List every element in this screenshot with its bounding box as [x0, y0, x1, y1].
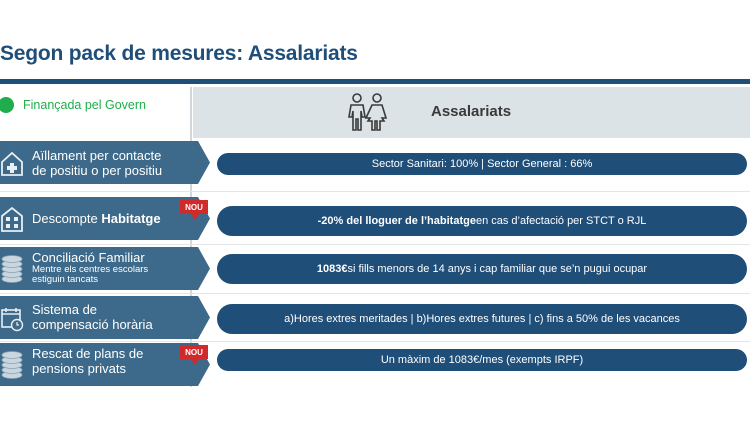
- coins-icon: [0, 350, 24, 380]
- column-header: [193, 87, 750, 138]
- row-label-rescat: [0, 343, 210, 386]
- row-value-compensacio: a)Hores extres meritades | b)Hores extres futures | c) fins a 50% de les vacances: [217, 304, 747, 334]
- row-label-line2: pensions privats: [32, 361, 126, 376]
- coins-icon: [0, 254, 24, 284]
- row-label-line1: Conciliació Familiar: [32, 250, 145, 265]
- row-divider: [0, 341, 750, 342]
- row-value-rescat: Un màxim de 1083€/mes (exempts IRPF): [217, 349, 747, 371]
- new-badge: NOU: [180, 345, 208, 359]
- page-title: Segon pack de mesures: Assalariats: [0, 42, 358, 65]
- row-label-line1: Sistema de: [32, 302, 98, 317]
- row-divider: [0, 191, 750, 192]
- row-label-plain: Descompte: [32, 211, 102, 226]
- row-label-conciliacio: [0, 247, 210, 290]
- house-plus-icon: [0, 148, 24, 178]
- row-value-rest: en cas d’afectació per STCT o RJL: [475, 215, 647, 227]
- row-label-habitatge: [0, 197, 210, 240]
- row-divider: [0, 293, 750, 294]
- row-value-bold: 1083€: [316, 263, 348, 275]
- people-icon: [345, 92, 391, 132]
- green-dot-icon: [0, 97, 14, 113]
- row-label-line2: de positiu o per positiu: [32, 163, 163, 178]
- new-badge: NOU: [180, 200, 208, 214]
- row-label-line1: Rescat de plans de: [32, 346, 144, 361]
- legend: [0, 93, 146, 117]
- legend-label: Finançada pel Govern: [23, 98, 146, 112]
- row-value-rest: si fills menors de 14 anys i cap familiar que se’n pugui ocupar: [347, 263, 648, 275]
- row-value-conciliacio: [217, 254, 747, 284]
- row-label-aillament: [0, 141, 210, 184]
- row-label-bold: Habitatge: [101, 211, 161, 226]
- row-label-compensacio: [0, 296, 210, 339]
- row-value-aillament: Sector Sanitari: 100% | Sector General : 66%: [217, 153, 747, 175]
- row-value-habitatge: [217, 206, 747, 236]
- row-divider: [0, 244, 750, 245]
- header-label: Assalariats: [431, 103, 512, 120]
- row-sublabel-line1: Mentre els centres escolars: [32, 264, 149, 275]
- row-label-line2: compensació horària: [32, 317, 153, 332]
- row-sublabel-line2: estiguin tancats: [32, 274, 99, 285]
- row-value-bold: -20% del lloguer de l’habitatge: [317, 215, 476, 227]
- title-rule: [0, 79, 750, 84]
- row-label-line1: Aïllament per contacte: [32, 148, 162, 163]
- building-icon: [0, 204, 24, 234]
- calendar-clock-icon: [0, 303, 24, 333]
